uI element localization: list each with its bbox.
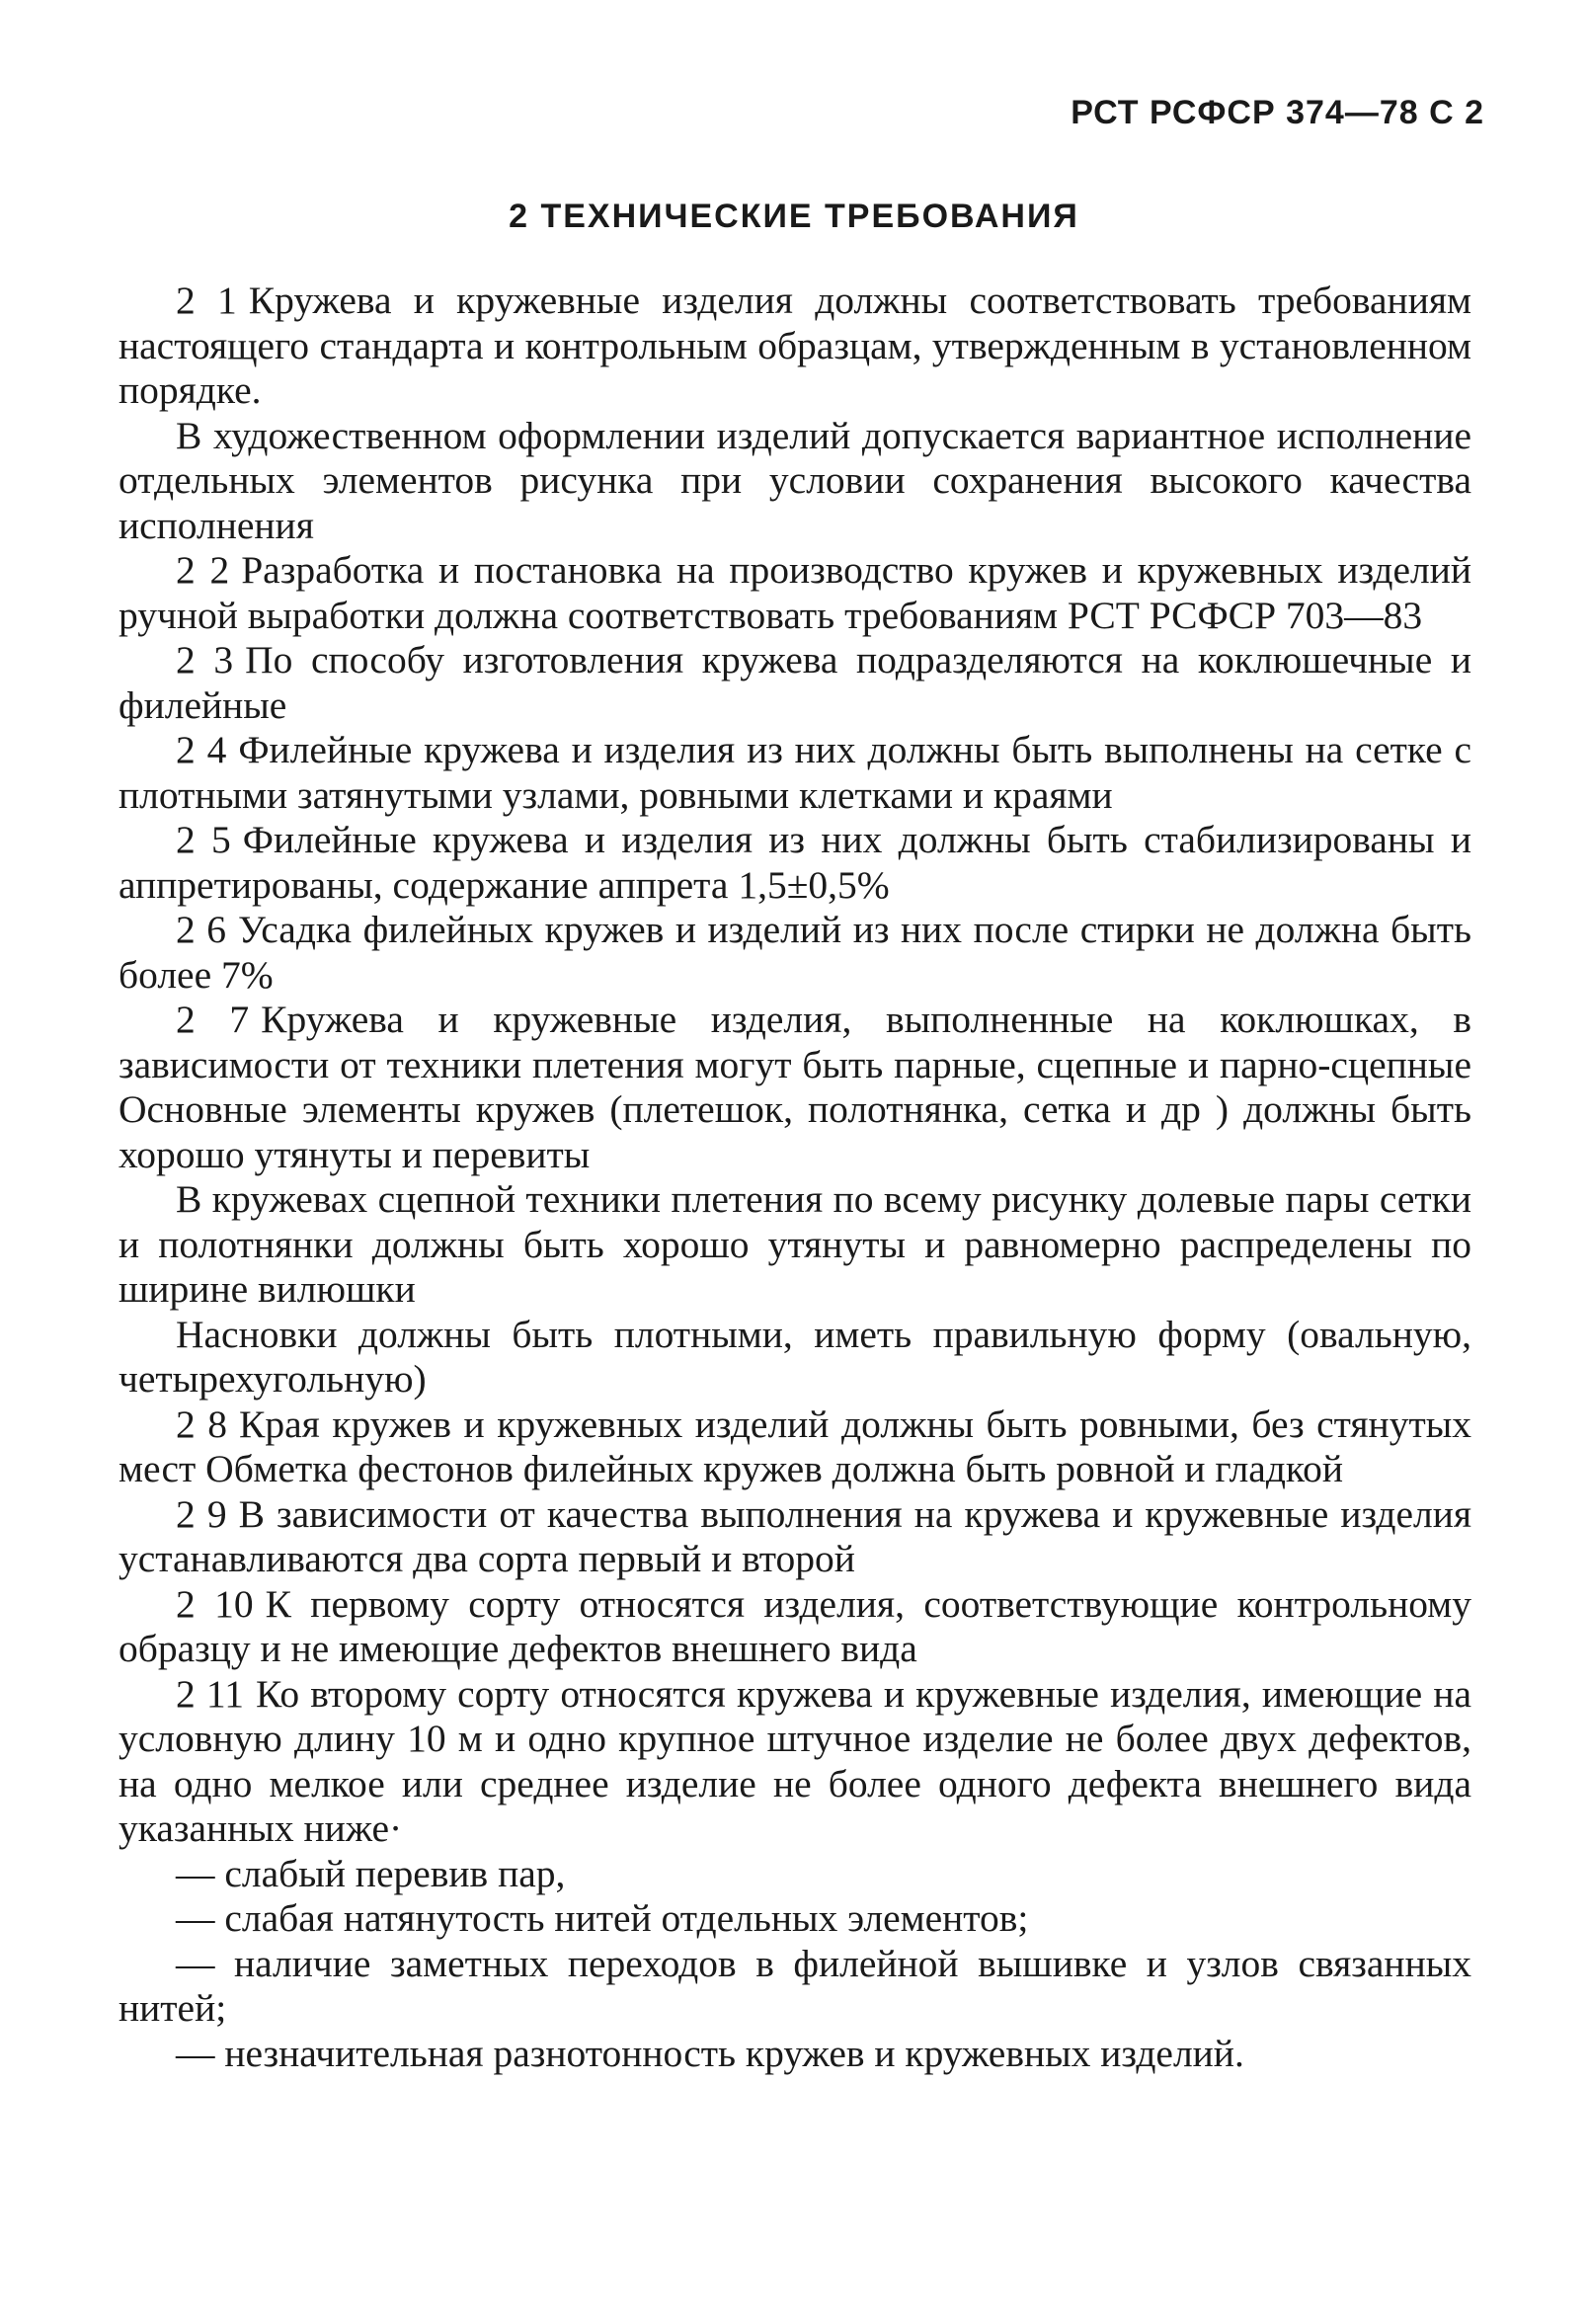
paragraph-2-5: [119, 818, 1471, 908]
standard-header: РСТ РСФСР 374—78 С 2: [1071, 94, 1484, 131]
paragraph-text: В кружевах сцепной техники плетения по всему рисунку долевые пары сетки и полотнянки должны быть хорошо утянуты и равномерно распределены по ширине вилюшки: [119, 1177, 1471, 1311]
paragraph-2-7-continued-2: [119, 1313, 1471, 1402]
paragraph-number: 2 8: [176, 1402, 228, 1446]
defect-item: — слабая натянутость нитей отдельных элементов;: [176, 1896, 1029, 1940]
paragraph-text: Насновки должны быть плотными, иметь правильную форму (овальную, четырехугольную): [119, 1312, 1471, 1401]
paragraph-2-7: [119, 998, 1471, 1177]
paragraph-text: По способу изготовления кружева подразделяются на коклюшечные и филейные: [119, 638, 1472, 727]
defect-item: — слабый перевив пар,: [176, 1851, 566, 1895]
paragraph-text: Края кружев и кружевных изделий должны быть ровными, без стянутых мест Обметка фестонов филейных кружев должна быть ровной и гладкой: [119, 1402, 1472, 1490]
paragraph-2-6: [119, 908, 1471, 998]
section-title: 2 ТЕХНИЧЕСКИЕ ТРЕБОВАНИЯ: [509, 198, 1079, 235]
paragraph-2-3: [119, 638, 1471, 728]
paragraph-number: 2 6: [176, 908, 227, 951]
body-text: [119, 279, 1471, 2076]
paragraph-number: 2 1: [176, 279, 237, 322]
paragraph-text: Филейные кружева и изделия из них должны быть выполнены на сетке с плотными затянутыми узлами, ровными клетками и краями: [119, 728, 1472, 817]
paragraph-text: Усадка филейных кружев и изделий из них после стирки не должна быть более 7%: [119, 908, 1471, 997]
paragraph-text: Ко второму сорту относятся кружева и кружевные изделия, имеющие на условную длину 10 м и одно крупное штучное изделие не более двух дефектов, на одно мелкое или среднее изделие не более одного дефекта внешнего вида указанных ниже·: [119, 1671, 1471, 1850]
paragraph-2-11: [119, 1672, 1471, 1852]
paragraph-text: Кружева и кружевные изделия, выполненные на коклюшках, в зависимости от техники плетения могут быть парные, сцепные и парно-сцепные Основные элементы кружев (плетешок, полотнянка, сетка и др ) должны быть хорошо утянуты и перевиты: [119, 998, 1471, 1176]
paragraph-2-4: [119, 728, 1471, 818]
defect-list: [119, 1852, 1471, 2077]
paragraph-text: Разработка и постановка на производство кружев и кружевных изделий ручной выработки должна соответствовать требованиям РСТ РСФСР 703—83: [119, 548, 1471, 637]
paragraph-number: 2 10: [176, 1581, 254, 1626]
paragraph-number: 2 5: [176, 818, 231, 861]
paragraph-number: 2 9: [176, 1491, 227, 1536]
paragraph-2-7-continued-1: [119, 1177, 1471, 1313]
defect-item: — наличие заметных переходов в филейной вышивке и узлов связанных нитей;: [119, 1941, 1471, 2030]
paragraph-number: 2 7: [176, 998, 250, 1041]
paragraph-2-10: [119, 1582, 1471, 1672]
paragraph-number: 2 11: [176, 1671, 244, 1716]
paragraph-text: В зависимости от качества выполнения на кружева и кружевные изделия устанавливаются два сорта первый и второй: [119, 1491, 1471, 1580]
paragraph-2-1-continued: [119, 414, 1471, 549]
paragraph-2-9: [119, 1492, 1471, 1582]
paragraph-text: Филейные кружева и изделия из них должны быть стабилизированы и аппретированы, содержание аппрета 1,5±0,5%: [119, 818, 1472, 907]
paragraph-number: 2 3: [176, 638, 234, 681]
defect-item: — незначительная разнотонность кружев и кружевных изделий.: [176, 2031, 1244, 2075]
paragraph-number: 2 4: [176, 728, 227, 771]
paragraph-text: В художественном оформлении изделий допускается вариантное исполнение отдельных элементов рисунка при условии сохранения высокого качества исполнения: [119, 413, 1471, 547]
paragraph-2-2: [119, 548, 1471, 638]
paragraph-2-1: [119, 279, 1471, 414]
paragraph-text: Кружева и кружевные изделия должны соответствовать требованиям настоящего стандарта и контрольным образцам, утвержденным в установленном порядке.: [119, 279, 1471, 412]
paragraph-number: 2 2: [176, 548, 230, 592]
paragraph-text: К первому сорту относятся изделия, соответствующие контрольному образцу и не имеющие дефектов внешнего вида: [119, 1581, 1471, 1670]
paragraph-2-8: [119, 1402, 1471, 1492]
